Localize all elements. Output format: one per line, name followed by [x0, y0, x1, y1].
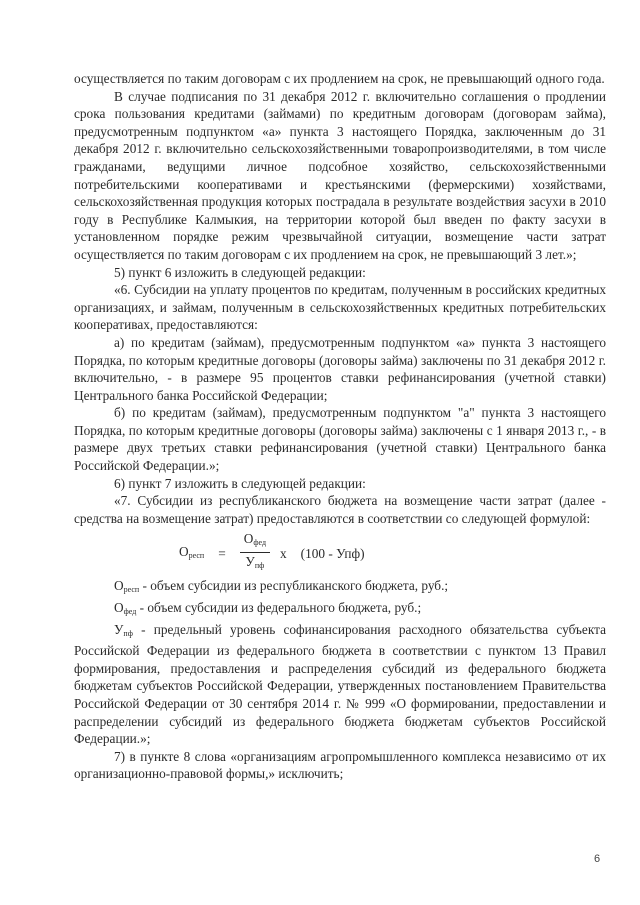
- subsidy-formula: [179, 533, 606, 573]
- paragraph-continuation: осуществляется по таким договорам с их продлением на срок, не превышающий одного года.: [74, 71, 605, 86]
- paragraph-subitem-b: б) по кредитам (займам), предусмотренным подпунктом "а" пункта 3 настоящего Порядка, по которым кредитные договоры (договоры займа) заключены с 1 января 2013 г., - в размере двух третьих ставки рефинансирования (учетной ставки) Центрального банка Российской Федерации.»;: [74, 405, 606, 474]
- paragraph-clause-7: «7. Субсидии из республиканского бюджета на возмещение части затрат (далее - средства на возмещение затрат) предоставляются в соответствии со следующей формулой:: [74, 493, 606, 526]
- formula-equals: =: [218, 545, 226, 561]
- paragraph-drought-clause: В случае подписания по 31 декабря 2012 г. включительно соглашения о продлении срока пользования кредитами (займами) по кредитным договорам (договорам займа), предусмотренным подпунктом «а» пункта 3 настоящего Порядка, заключенным до 31 декабря 2012 г. включительно сельскохозяйственными товаропроизводителями, в том числе гражданами, ведущими личное подсобное хозяйство, сельскохозяйственными потребительскими кооперативами и крестьянскими (фермерскими) хозяйствами, сельскохозяйственная продукция которых пострадала в результате воздействия засухи в 2010 году в Республике Калмыкия, на территории которой был введен по факту засухи в установленном порядке режим чрезвычайной ситуации, возмещение части затрат осуществляется по таким договорам с их продлением на срок, не превышающий 3 лет.»;: [74, 88, 606, 262]
- definition-u-pf: $У_{пф}$ - предельный уровень софинансирования расходного обязательства субъекта Российской Федерации из федерального бюджета в соответствии с пунктом 13 Правил формирования, предоставления и распределения субсидий из федерального бюджета бюджетам субъектов Российской Федерации, утвержденных постановлением Правительства Российской Федерации от 30 сентября 2014 г. № 999 «О формировании, предоставлении и распределении субсидий из федерального бюджета бюджетам субъектов Российской Федерации.»;: [74, 621, 606, 747]
- formula-times: х: [280, 545, 287, 561]
- document-page: [74, 70, 606, 783]
- formula-denominator: $У_{пф}$: [245, 554, 265, 571]
- formula-rhs: (100 - Упф): [300, 545, 365, 561]
- formula-numerator: $О_{фед}$: [240, 531, 270, 553]
- formula-fraction: [240, 531, 270, 575]
- formula-lhs: $О_{респ}$: [179, 543, 205, 560]
- paragraph-item-5: 5) пункт 6 изложить в следующей редакции:: [114, 264, 366, 280]
- paragraph-item-6: 6) пункт 7 изложить в следующей редакции:: [114, 475, 366, 491]
- definition-o-resp: $О_{респ}$ - объем субсидии из республиканского бюджета, руб.;: [114, 578, 449, 595]
- paragraph-item-7: 7) в пункте 8 слова «организациям агропромышленного комплекса независимо от их организационно-правовой формы,» исключить;: [74, 748, 606, 782]
- paragraph-subitem-a: а) по кредитам (займам), предусмотренным подпунктом «а» пункта 3 настоящего Порядка, по которым кредитные договоры (договоры займа) заключены по 31 декабря 2012 г. включительно, - в размере 95 процентов ставки рефинансирования (учетной ставки) Центрального банка Российской Федерации;: [74, 334, 606, 403]
- paragraph-clause-6: «6. Субсидии на уплату процентов по кредитам, полученным в российских кредитных организациях, и займам, полученным в сельскохозяйственных кредитных потребительских кооперативах, предоставляются:: [74, 282, 606, 333]
- page-number: 6: [594, 853, 601, 865]
- definition-o-fed: $О_{фед}$ - объем субсидии из федерального бюджета, руб.;: [114, 600, 422, 617]
